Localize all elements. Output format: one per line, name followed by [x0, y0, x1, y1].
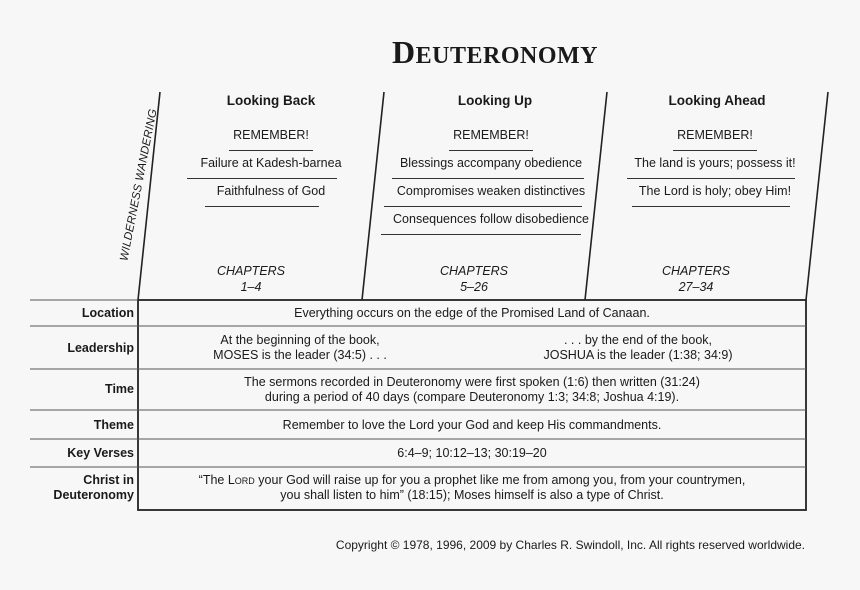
row-label-key-verses: Key Verses	[67, 446, 134, 460]
wilderness-wandering-label: WILDERNESS WANDERING	[118, 107, 160, 263]
title-rest: EUTERONOMY	[415, 43, 598, 69]
column-item: REMEMBER!	[233, 128, 309, 142]
column-item: Faithfulness of God	[216, 184, 326, 198]
item-rule	[381, 234, 581, 235]
chapters-label: CHAPTERS 5–26	[439, 264, 509, 294]
column-item: The land is yours; possess it!	[634, 156, 796, 170]
title-initial: D	[392, 34, 416, 70]
chapters-label: CHAPTERS 1–4	[216, 264, 286, 294]
theme-text: Remember to love the Lord your God and keep His commandments.	[282, 418, 662, 432]
item-rule	[673, 150, 757, 151]
column-heading-looking-ahead: Looking Ahead	[668, 93, 766, 108]
item-rule	[449, 150, 533, 151]
item-rule	[205, 206, 319, 207]
time-text: The sermons recorded in Deuteronomy were first spoken (1:6) then written (31:24) during a period of 40 days (compare Deuteronomy 1:3; 34:8; Joshua 4:19).	[244, 375, 700, 404]
christ-text: “The Lord your God will raise up for you a prophet like me from among you, from your countrymen, you shall listen to him” (18:15); Moses himself is also a type of Christ.	[198, 473, 746, 502]
column-item: Consequences follow disobedience	[393, 212, 589, 226]
item-rule	[187, 178, 337, 179]
row-label-leadership: Leadership	[67, 341, 134, 355]
row-label-christ: Christ in Deuteronomy	[53, 473, 134, 502]
column-heading-looking-back: Looking Back	[226, 93, 316, 108]
item-rule	[627, 178, 795, 179]
leadership-left: At the beginning of the book, MOSES is the leader (34:5) . . .	[213, 333, 387, 362]
item-rule	[229, 150, 313, 151]
key-verses-text: 6:4–9; 10:12–13; 30:19–20	[397, 446, 547, 460]
column-heading-looking-up: Looking Up	[457, 93, 533, 108]
row-label-location: Location	[81, 306, 134, 320]
location-text: Everything occurs on the edge of the Promised Land of Canaan.	[294, 306, 650, 320]
copyright-notice: Copyright © 1978, 1996, 2009 by Charles R. Swindoll, Inc. All rights reserved worldwide.	[335, 538, 805, 552]
item-rule	[632, 206, 790, 207]
row-label-time: Time	[105, 382, 134, 396]
row-label-theme: Theme	[93, 418, 134, 432]
column-item: The Lord is holy; obey Him!	[638, 184, 792, 198]
item-rule	[392, 178, 584, 179]
column-item: Blessings accompany obedience	[399, 156, 583, 170]
column-item: REMEMBER!	[677, 128, 753, 142]
chapters-label: CHAPTERS 27–34	[661, 264, 731, 294]
leadership-right: . . . by the end of the book, JOSHUA is the leader (1:38; 34:9)	[543, 333, 733, 362]
column-item: Failure at Kadesh-barnea	[200, 156, 342, 170]
column-item: REMEMBER!	[453, 128, 529, 142]
column-item: Compromises weaken distinctives	[396, 184, 586, 198]
item-rule	[384, 206, 582, 207]
